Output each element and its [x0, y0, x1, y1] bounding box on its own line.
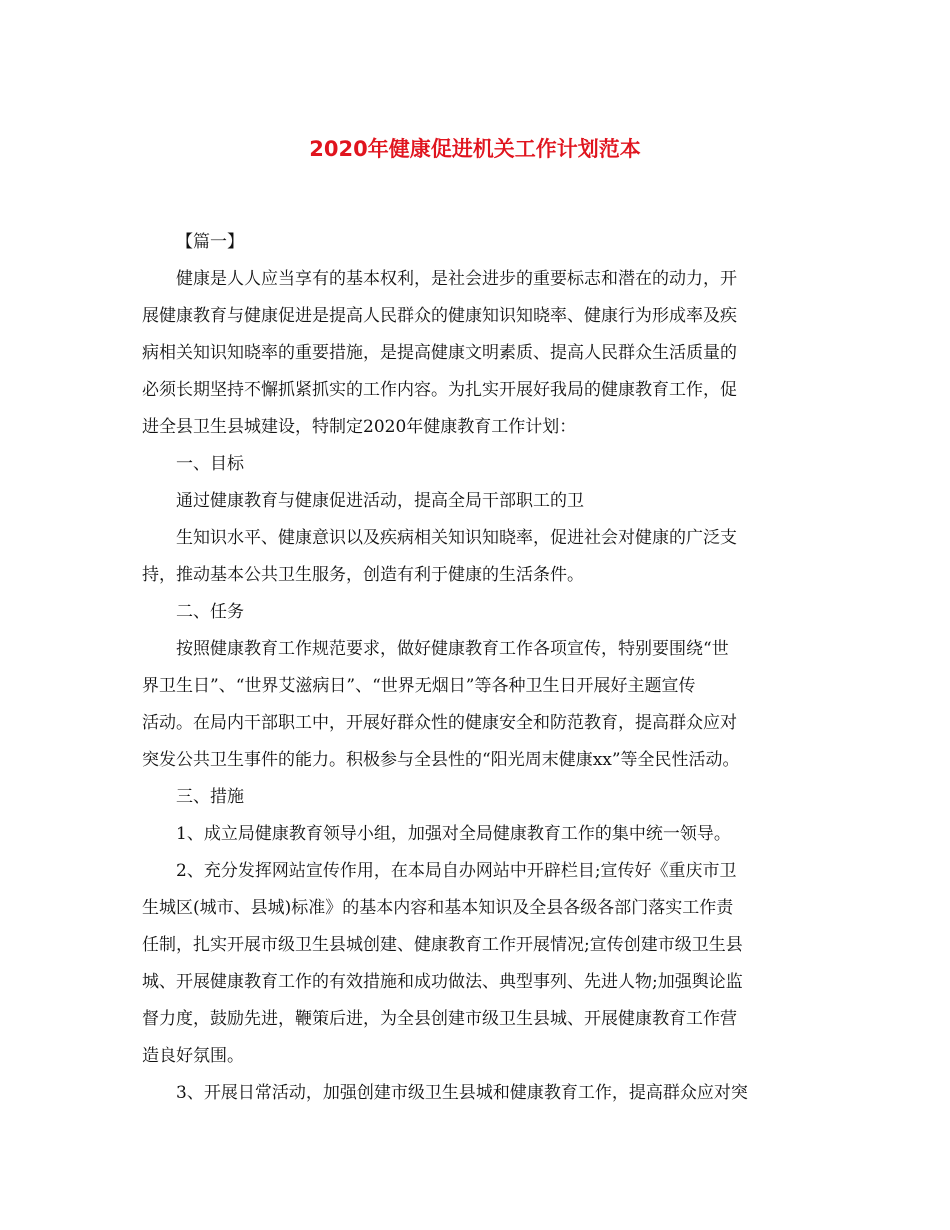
body-line: 界卫生日”、“世界艾滋病日”、“世界无烟日”等各种卫生日开展好主题宣传 [142, 676, 696, 696]
body-line: 任制，扎实开展市级卫生县城创建、健康教育工作开展情况;宣传创建市级卫生县 [142, 935, 743, 955]
body-line: 持，推动基本公共卫生服务，创造有利于健康的生活条件。 [142, 565, 584, 585]
body-line: 3、开展日常活动，加强创建市级卫生县城和健康教育工作，提高群众应对突 [176, 1083, 748, 1103]
document-title: 2020年健康促进机关工作计划范本 [309, 137, 641, 161]
body-line: 督力度，鼓励先进，鞭策后进，为全县创建市级卫生县城、开展健康教育工作营 [142, 1009, 737, 1029]
body-line: 三、措施 [176, 787, 244, 807]
body-line: 按照健康教育工作规范要求，做好健康教育工作各项宣传，特别要围绕“世 [176, 639, 729, 659]
body-line: 进全县卫生县城建设，特制定2020年健康教育工作计划： [142, 417, 577, 437]
body-line: 突发公共卫生事件的能力。积极参与全县性的“阳光周末健康xx”等全民性活动。 [142, 750, 740, 770]
body-line: 城、开展健康教育工作的有效措施和成功做法、典型事列、先进人物;加强舆论监 [142, 972, 743, 992]
body-line: 健康是人人应当享有的基本权利，是社会进步的重要标志和潜在的动力，开 [176, 269, 737, 289]
body-line: 造良好氛围。 [142, 1046, 244, 1066]
body-line: 二、任务 [176, 602, 244, 622]
document-body [142, 224, 806, 1112]
body-line: 【篇一】 [176, 232, 244, 252]
body-line: 一、目标 [176, 454, 244, 474]
body-line: 展健康教育与健康促进是提高人民群众的健康知识知晓率、健康行为形成率及疾 [142, 306, 737, 326]
body-line: 必须长期坚持不懈抓紧抓实的工作内容。为扎实开展好我局的健康教育工作，促 [142, 380, 737, 400]
body-line: 活动。在局内干部职工中，开展好群众性的健康安全和防范教育，提高群众应对 [142, 713, 737, 733]
body-line: 生城区(城市、县城)标准》的基本内容和基本知识及全县各级各部门落实工作责 [142, 898, 734, 918]
body-line: 2、充分发挥网站宣传作用，在本局自办网站中开辟栏目;宣传好《重庆市卫 [176, 861, 737, 881]
body-line: 生知识水平、健康意识以及疾病相关知识知晓率，促进社会对健康的广泛支 [176, 528, 737, 548]
body-line: 1、成立局健康教育领导小组，加强对全局健康教育工作的集中统一领导。 [176, 824, 731, 844]
body-line: 病相关知识知晓率的重要措施，是提高健康文明素质、提高人民群众生活质量的 [142, 343, 737, 363]
body-line: 通过健康教育与健康促进活动，提高全局干部职工的卫 [176, 491, 584, 511]
